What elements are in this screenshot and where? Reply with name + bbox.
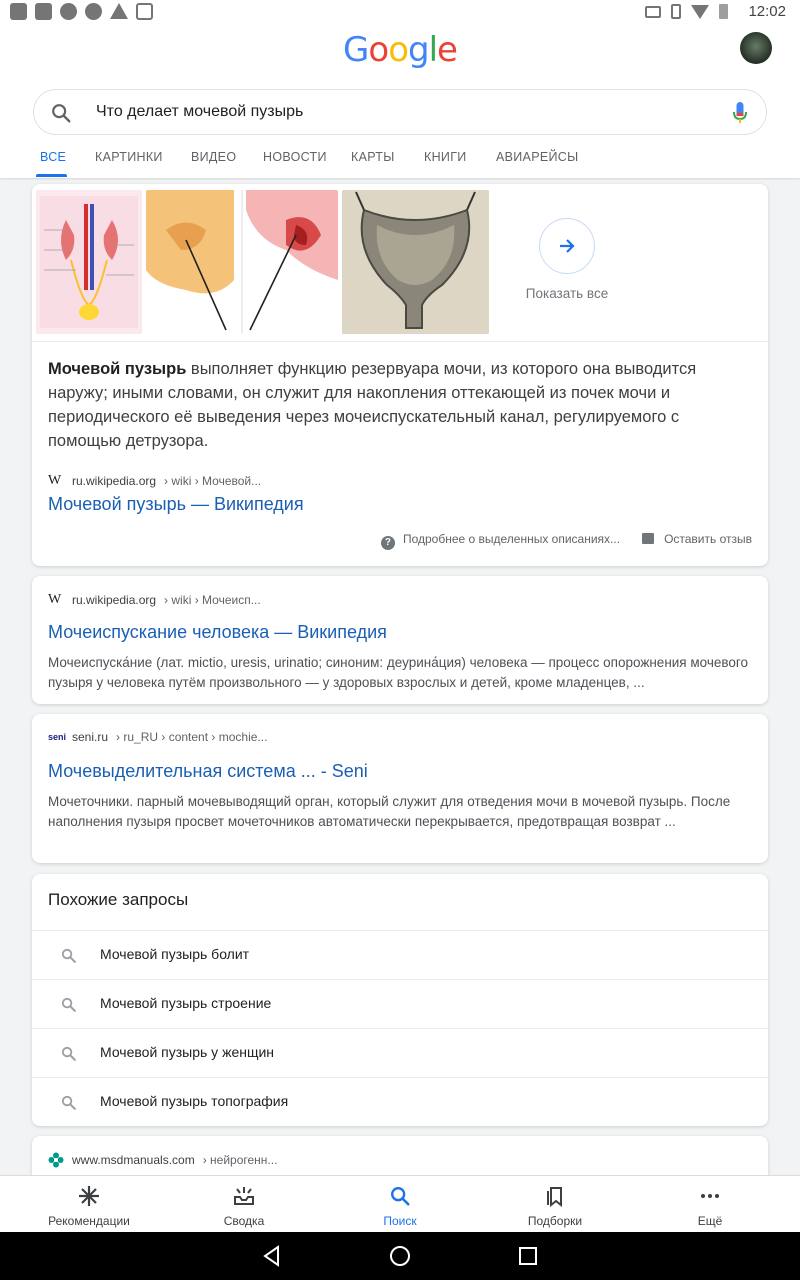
- snippet-meta: [381, 532, 752, 550]
- seni-icon: seni: [48, 732, 67, 742]
- nav-summary[interactable]: Сводка: [174, 1184, 314, 1228]
- search-icon: [60, 947, 77, 964]
- result-source[interactable]: W ru.wikipedia.org › wiki › Мочевой...: [48, 473, 262, 488]
- flag-icon: [136, 3, 153, 20]
- search-icon[interactable]: [50, 102, 72, 124]
- active-tab-indicator: [36, 174, 67, 177]
- search-input[interactable]: [33, 89, 767, 135]
- image-thumbnail[interactable]: [342, 190, 489, 334]
- system-navigation-bar: [0, 1232, 800, 1280]
- tab-videos[interactable]: ВИДЕО: [191, 150, 237, 164]
- result-source[interactable]: seni seni.ru › ru_RU › content › mochie...: [48, 730, 268, 744]
- vibrate-icon: [671, 4, 681, 19]
- bottom-navigation: [0, 1175, 800, 1232]
- result-link[interactable]: Мочевыделительная система ... - Seni: [48, 761, 368, 781]
- tab-maps[interactable]: КАРТЫ: [351, 150, 395, 164]
- search-icon: [330, 1184, 470, 1208]
- nav-search[interactable]: Поиск: [330, 1184, 470, 1228]
- notification-icons: [10, 3, 153, 20]
- app-m-icon: [85, 3, 102, 20]
- related-search-item[interactable]: Мочевой пузырь топография: [32, 1077, 768, 1126]
- recents-icon[interactable]: [516, 1244, 540, 1268]
- result-source[interactable]: www.msdmanuals.com › нейрогенн...: [48, 1152, 277, 1168]
- search-icon: [60, 1045, 77, 1062]
- tab-books[interactable]: КНИГИ: [424, 150, 467, 164]
- tab-news[interactable]: НОВОСТИ: [263, 150, 327, 164]
- nav-recommendations[interactable]: Рекомендации: [19, 1184, 159, 1228]
- nav-collections[interactable]: Подборки: [485, 1184, 625, 1228]
- feedback-link[interactable]: Оставить отзыв: [642, 532, 752, 550]
- asterisk-icon: [19, 1184, 159, 1208]
- cast-icon: [645, 6, 661, 18]
- search-icon: [60, 1094, 77, 1111]
- search-query[interactable]: Что делает мочевой пузырь: [96, 103, 304, 120]
- show-all-label[interactable]: Показать все: [525, 286, 609, 301]
- help-icon: ?: [381, 536, 395, 550]
- search-result-card: [32, 714, 768, 863]
- search-result-card: [32, 576, 768, 704]
- related-searches-title: Похожие запросы: [48, 890, 189, 909]
- gmail-icon: [35, 3, 52, 20]
- image-thumbnail[interactable]: [36, 190, 142, 334]
- image-strip: [32, 184, 768, 342]
- account-avatar[interactable]: [740, 32, 772, 64]
- msd-manuals-icon: [48, 1152, 64, 1168]
- tab-images[interactable]: КАРТИНКИ: [95, 150, 163, 164]
- arrow-right-icon[interactable]: [539, 218, 595, 274]
- image-thumbnail[interactable]: [146, 190, 338, 334]
- search-tabs: [0, 148, 800, 178]
- app-m-icon: [60, 3, 77, 20]
- gmail-icon: [10, 3, 27, 20]
- back-icon[interactable]: [260, 1244, 284, 1268]
- featured-snippet-card: [32, 184, 768, 566]
- related-search-item[interactable]: Мочевой пузырь у женщин: [32, 1028, 768, 1077]
- search-icon: [60, 996, 77, 1013]
- google-logo[interactable]: Google: [343, 30, 457, 70]
- featured-result-link[interactable]: Мочевой пузырь — Википедия: [48, 494, 304, 514]
- wikipedia-icon: W: [48, 473, 62, 488]
- more-dots-icon: [640, 1184, 780, 1208]
- tab-flights[interactable]: АВИАРЕЙСЫ: [496, 150, 579, 164]
- related-search-item[interactable]: Мочевой пузырь болит: [32, 930, 768, 979]
- clock: 12:02: [748, 3, 786, 20]
- feedback-icon: [642, 533, 654, 544]
- battery-icon: [719, 4, 728, 19]
- tab-all[interactable]: ВСЕ: [40, 150, 67, 164]
- related-searches-card: [32, 874, 768, 1126]
- nav-more[interactable]: Ещё: [640, 1184, 780, 1228]
- bookmarks-icon: [485, 1184, 625, 1208]
- home-icon[interactable]: [388, 1244, 412, 1268]
- result-link[interactable]: Мочеиспускание человека — Википедия: [48, 622, 387, 642]
- result-source[interactable]: W ru.wikipedia.org › wiki › Мочеисп...: [48, 592, 261, 607]
- system-icons: [645, 3, 786, 20]
- wikipedia-icon: W: [48, 592, 62, 607]
- wifi-icon: [691, 5, 709, 19]
- about-featured-snippets[interactable]: ? Подробнее о выделенных описаниях...: [381, 532, 620, 550]
- related-search-item[interactable]: Мочевой пузырь строение: [32, 979, 768, 1028]
- status-bar: [0, 0, 800, 24]
- result-description: Мочеиспуска́ние (лат. mictio, uresis, urinatio; синоним: деурина́ция) человека — процесс опорожнения мочевого пузыря у человека путём произвольного — у здоровых взрослых и детей, кроме младенцев, ...: [48, 655, 749, 690]
- show-all-images[interactable]: [522, 218, 612, 301]
- microphone-icon[interactable]: [732, 101, 748, 125]
- featured-snippet-text: Мочевой пузырь выполняет функцию резервуара мочи, из которого она выводится наружу; иными словами, он служит для накопления оттекающей из почек мочи и периодического её выведения через мочеиспускательный канал, регулируемого с помощью детрузора.: [48, 360, 697, 450]
- result-description: Мочеточники. парный мочевыводящий орган, который служит для отведения мочи в мочевой пузырь. После наполнения пузыря просвет мочеточников автоматически перекрывается, предотвращая возврат ...: [48, 794, 731, 829]
- inbox-tray-icon: [174, 1184, 314, 1208]
- warning-icon: [110, 3, 128, 19]
- search-header: [0, 24, 800, 178]
